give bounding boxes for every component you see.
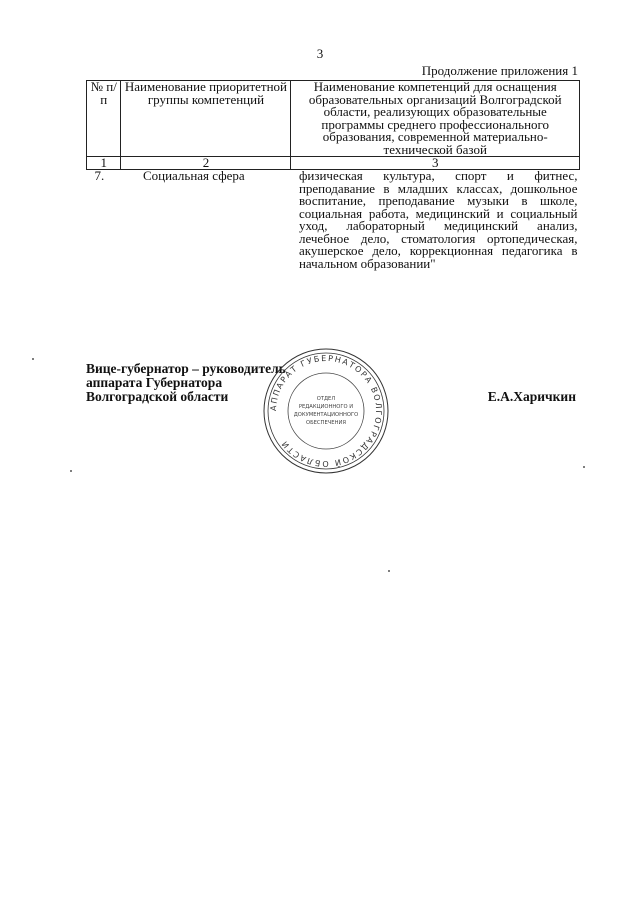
seal-outer-text: АППАРАТ ГУБЕРНАТОРА ВОЛГОГРАДСКОЙ ОБЛАСТИ — [268, 353, 384, 469]
table-header-row — [87, 81, 580, 157]
page-number: 3 — [316, 46, 324, 61]
column-number: 3 — [291, 157, 580, 170]
seal-center-line: ОБЕСПЕЧЕНИЯ — [306, 420, 346, 426]
continuation-label: Продолжение приложения 1 — [421, 63, 578, 78]
table-row — [87, 170, 580, 271]
scan-speck — [32, 358, 34, 360]
seal-center-line: ОТДЕЛ — [316, 396, 336, 402]
header-group: Наименование приоритетной группы компетенций — [121, 81, 291, 157]
signature-block — [86, 362, 286, 404]
scan-speck — [583, 466, 585, 468]
column-number: 2 — [121, 157, 291, 170]
header-number: № п/п — [87, 81, 121, 157]
signature-title-line: Волгоградской области — [86, 389, 229, 404]
row-group: Социальная сфера — [142, 168, 245, 183]
row-competencies: физическая культура, спорт и фитнес, преподавание в младших классах, дошкольное воспитание, преподавание музыки в школе, социальная работа, медицинский и социальный уход, лабораторный медицинский анализ, лечебное дело, стоматология ортопедическая, акушерское дело, коррекционная педагогика в начальном образовании" — [298, 168, 578, 271]
column-number: 1 — [87, 157, 121, 170]
competencies-table — [86, 80, 580, 270]
signature-title-line: аппарата Губернатора — [86, 375, 223, 390]
header-competencies: Наименование компетенций для оснащения образовательных организаций Волгоградской области, реализующих образовательные программы среднего профессионального образования, современной материально-технической базой — [291, 81, 580, 157]
scan-speck — [70, 470, 72, 472]
scan-speck — [388, 570, 390, 572]
official-seal-stamp — [262, 347, 390, 475]
signer-name: Е.А.Харичкин — [487, 389, 576, 404]
seal-center-line: ДОКУМЕНТАЦИОННОГО — [293, 412, 359, 418]
row-number: 7. — [94, 168, 105, 183]
seal-center-line: РЕДАКЦИОННОГО И — [298, 404, 354, 410]
signature-title-line: Вице-губернатор – руководитель — [86, 361, 286, 376]
